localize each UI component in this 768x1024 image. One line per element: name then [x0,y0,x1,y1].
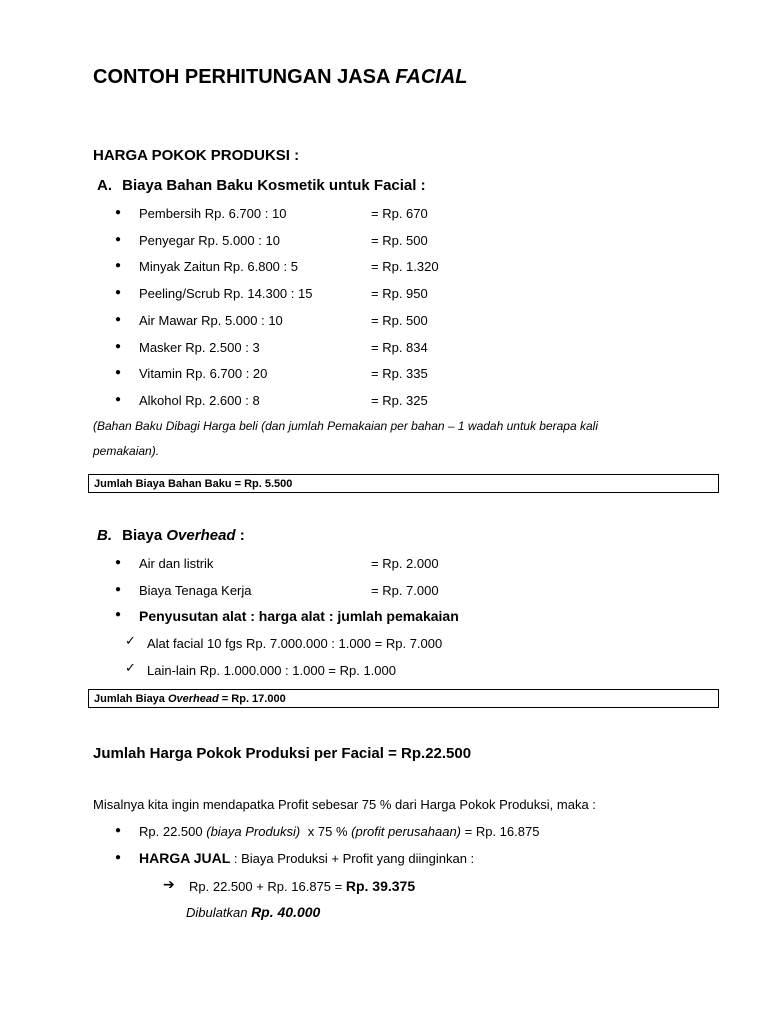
sum-line [189,878,415,894]
item-value: = Rp. 335 [371,366,428,382]
section-b-heading [97,527,245,544]
item-value: = Rp. 500 [371,232,428,248]
total-overhead-italic: Overhead [167,693,219,705]
item-value: = Rp. 670 [371,206,428,221]
item-label: Air dan listrik [139,556,214,571]
bullet-icon: ● [115,393,122,405]
arrow-right-icon: ➔ [163,876,175,892]
item-value: = Rp. 950 [371,286,428,302]
title-main: CONTOH PERHITUNGAN JASA [93,66,390,88]
document-title [93,66,467,89]
item-value: = Rp. 1.320 [371,259,439,275]
bullet-icon: ● [115,260,122,272]
bullet-icon: ● [115,825,122,836]
section-a-title: Biaya Bahan Baku Kosmetik untuk Facial : [122,177,426,194]
item-value: = Rp. 7.000 [371,583,439,598]
total-overhead-value: = Rp. 17.000 [221,693,286,705]
depreciation-label: Penyusutan alat : harga alat : jumlah pemakaian [139,608,459,624]
section-b-title-italic: Overhead [166,527,236,544]
total-overhead-box [88,689,719,708]
profit-calc-b: (biaya Produksi) [206,824,301,839]
check-item: Alat facial 10 fgs Rp. 7.000.000 : 1.000 = Rp. 7.000 [147,636,443,651]
profit-calc [139,824,539,839]
profit-intro: Misalnya kita ingin mendapatka Profit sebesar 75 % dari Harga Pokok Produksi, maka : [93,797,596,812]
harga-jual-rest: : Biaya Produksi + Profit yang diinginkan : [230,851,475,866]
profit-calc-e: = Rp. 16.875 [464,824,540,839]
sum-line-bold: Rp. 39.375 [345,878,416,894]
total-overhead-plain: Jumlah Biaya [94,693,165,705]
item-label: Pembersih Rp. 6.700 : 10 [139,206,287,221]
hpp-total: Jumlah Harga Pokok Produksi per Facial = Rp.22.500 [93,745,472,762]
hpp-heading: HARGA POKOK PRODUKSI : [93,147,300,164]
item-label: Penyegar Rp. 5.000 : 10 [139,232,280,248]
item-value: = Rp. 500 [371,312,428,328]
item-label: Biaya Tenaga Kerja [139,583,252,598]
section-a-heading [97,177,426,194]
total-bahan-baku: Jumlah Biaya Bahan Baku = Rp. 5.500 [94,478,293,490]
bullet-icon: ● [115,340,122,352]
check-icon: ✓ [125,633,136,648]
bullet-icon: ● [115,609,122,620]
note-line-1: (Bahan Baku Dibagi Harga beli (dan jumlah Pemakaian per bahan – 1 wadah untuk berapa kali [93,419,598,433]
bullet-icon: ● [115,584,122,595]
check-icon: ✓ [125,660,136,675]
bullet-icon: ● [115,557,122,568]
bullet-icon: ● [115,287,122,299]
bullet-icon: ● [115,313,122,325]
rounded-italic: Dibulatkan [186,905,248,920]
section-a-letter: A. [97,177,112,194]
sum-line-plain: Rp. 22.500 + Rp. 16.875 = [189,879,343,894]
harga-jual [139,850,474,866]
bullet-icon: ● [115,367,122,379]
item-label: Masker Rp. 2.500 : 3 [139,339,260,355]
bullet-icon: ● [115,207,122,218]
item-value: = Rp. 2.000 [371,556,439,571]
rounded-bold: Rp. 40.000 [251,904,321,920]
profit-calc-d: (profit perusahaan) [351,824,462,839]
rounded-line [186,904,320,920]
section-b-colon: : [239,527,245,544]
item-label: Peeling/Scrub Rp. 14.300 : 15 [139,286,313,302]
section-b-letter: B. [97,527,112,544]
note-line-2: pemakaian). [93,444,160,458]
item-label: Vitamin Rp. 6.700 : 20 [139,366,268,382]
total-bahan-baku-box [88,474,719,493]
check-item: Lain-lain Rp. 1.000.000 : 1.000 = Rp. 1.000 [147,663,396,678]
item-label: Air Mawar Rp. 5.000 : 10 [139,312,283,328]
title-italic: FACIAL [395,66,468,88]
profit-calc-a: Rp. 22.500 [139,824,203,839]
section-b-title-plain: Biaya [122,527,163,544]
item-value: = Rp. 834 [371,339,428,355]
item-label: Alkohol Rp. 2.600 : 8 [139,392,260,408]
item-label: Minyak Zaitun Rp. 6.800 : 5 [139,259,298,275]
profit-calc-c: x 75 % [307,824,348,839]
item-value: = Rp. 325 [371,392,428,408]
bullet-icon: ● [115,233,122,245]
bullet-icon: ● [115,852,122,863]
harga-jual-label: HARGA JUAL [139,850,231,866]
